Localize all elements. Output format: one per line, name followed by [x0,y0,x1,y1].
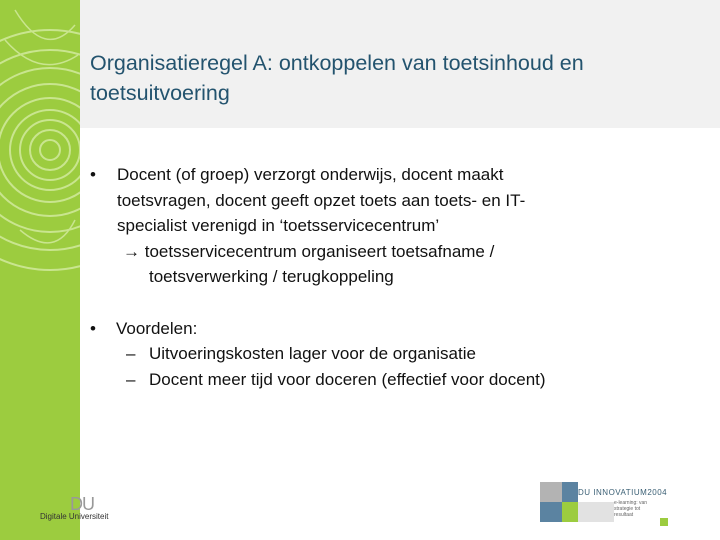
logo-square-blue [562,482,578,502]
concentric-circles-decoration [0,0,80,540]
innovatium-prefix: DU [578,488,591,497]
dash-marker: – [126,344,136,363]
bullet-1-arrow-line-2: toetsverwerking / terugkoppeling [149,267,394,286]
bullet-1-line-1: Docent (of groep) verzorgt onderwijs, docent maakt [117,165,504,184]
logo-square-green [562,502,578,522]
sub-item [116,341,700,367]
green-side-strip [0,0,80,540]
bullet-1-line-3: specialist verenigd in ‘toetsservicecentrum’ [117,216,440,235]
bullet-item-1 [90,162,700,290]
sub-item-text: Docent meer tijd voor doceren (effectief voor docent) [149,369,546,389]
digitale-universiteit-logo [32,494,122,530]
bullet-2-label: Voordelen: [116,318,198,338]
bullet-marker: • [90,165,96,184]
bullet-item-2 [90,316,700,393]
logo-square-small-green [660,518,668,526]
bullet-marker: • [90,318,96,338]
bullet-1-line-2: toetsvragen, docent geeft opzet toets aan toets- en IT- [117,190,526,210]
du-logo-text: Digitale Universiteit [40,512,109,521]
logo-square-light [578,502,614,522]
sub-item-text: Uitvoeringskosten lager voor de organisatie [149,344,476,363]
slide-body [90,162,700,392]
innovatium-wordmark [578,488,667,497]
slide-title: Organisatieregel A: ontkoppelen van toetsinhoud en toetsuitvoering [90,51,584,105]
dash-marker: – [126,369,136,389]
innovatium-name: INNOVATIUM2004 [593,488,668,497]
bullet-1-arrow-line-1: → toetsservicecentrum organiseert toetsafname / [123,241,495,261]
du-logo-mark: DU [70,494,94,514]
innovatium-tagline: e-learning: van strategie tot resultaat [614,500,648,518]
logo-square-grey [540,482,562,502]
logo-square-blue [540,502,562,522]
sub-item [116,367,700,393]
